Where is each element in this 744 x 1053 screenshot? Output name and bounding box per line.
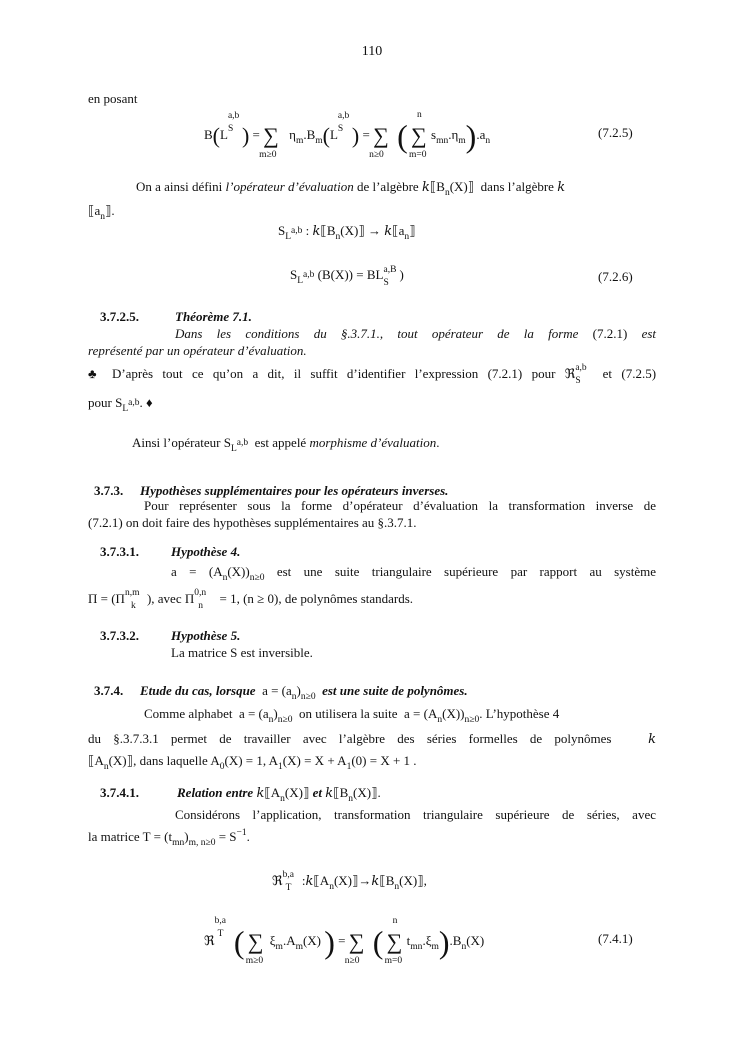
equation-evaluation-map: $S_{La,b}$ : $k⟦B_n(X)⟧$ → $k⟦a_n⟧$ [278,223,416,242]
eq-number-7-4-1: (7.4.1) [598,931,633,946]
section-3-7-4-1-line-2: la matrice $T = (t_{mn})_{m, n\ge 0} = S^{-1}$. [88,828,250,848]
intro-text: en posant [88,91,138,106]
section-3-7-4-title: Etude du cas, lorsque $a = (a_n)_{n\ge 0}$ est une suite de polynômes. [140,683,468,702]
equation-7-2-6: $S_{La,b}$ (B(X)) = BL a,B S ) [290,265,404,288]
theorem-line-2: représenté par un opérateur d’évaluation. [88,343,307,358]
section-3-7-4-1-title: Relation entre $k⟦A_n(X)⟧$ et $k⟦B_n(X)⟧$. [177,785,381,804]
theorem-title: Théorème 7.1. [175,309,252,324]
eq-number-7-2-5: (7.2.5) [598,125,633,140]
section-3-7-3-line-2: (7.2.1) on doit faire des hypothèses supplémentaires au §.3.7.1. [88,515,417,530]
paragraph-evaluation-operator: On a ainsi défini l’opérateur d’évaluation de l’algèbre $k⟦B_n(X)⟧$ dans l’algèbre k [136,179,566,198]
section-3-7-3-line-1: Pour représenter sous la forme d’opérateur d’évaluation la transformation inverse de [144,498,656,513]
morphism-sentence: Ainsi l’opérateur $S_{La,b}$ est appelé morphisme d’évaluation. [132,435,440,454]
section-3-7-4-1-line-1: Considérons l’application, transformation triangulaire supérieure de séries, avec [175,807,656,822]
page-number: 110 [361,44,383,59]
section-3-7-4-line-1: Comme alphabet $a = (a_n)_{n\ge 0}$ on utilisera la suite $a = (A_n(X))_{n\ge 0}$. L’hypothèse 4 [144,706,560,725]
hypothesis-5-text: La matrice S est inversible. [171,645,313,660]
hypothesis-5-number: 3.7.3.2. [100,628,139,643]
section-3-7-3-title: Hypothèses supplémentaires pour les opérateurs inverses. [140,483,449,498]
equation-7-4-1: ℜ b,a T ( ∑ m≥0 $\xi_m.A_m(X)$ ) = ∑ n≥0 ( n ∑ m=0 $t_{mn}.\xi_m).B_n(X)$ [204,916,485,966]
theorem-line-1: Dans les conditions du §.3.7.1., tout opérateur de la forme (7.2.1) est [175,326,657,341]
section-3-7-4-number: 3.7.4. [94,683,124,698]
eq-number-7-2-6: (7.2.6) [598,269,633,284]
section-3-7-4-1-number: 3.7.4.1. [100,785,139,800]
proof-line-1: ♣ D’après tout ce qu’on a dit, il suffit d’identifier l’expression (7.2.1) pour ℜ a,b S et (7.2.5) [88,363,657,386]
paragraph-evaluation-operator-cont: $⟦a_n⟧$. [88,203,115,222]
section-3-7-3-number: 3.7.3. [94,483,124,498]
hypothesis-4-number: 3.7.3.1. [100,544,139,559]
equation-transformation-map: ℜ b,a T $:k⟦A_n(X)⟧\to k⟦B_n(X)⟧$, [272,870,427,893]
hypothesis-4-title: Hypothèse 4. [171,544,241,559]
equation-7-2-5: B(L a,b S ) = ∑ m≥0 $\eta_m.B_m(L$ a,b S ) = ∑ n≥0 ( n ∑ m=0 $s_{mn}.\eta_m).a_n$ [204,110,491,160]
section-3-7-4-line-2: du §.3.7.3.1 permet de travailler avec l’algèbre des séries formelles de polynômes k [88,731,657,747]
section-3-7-4-line-3: $⟦A_n(X)⟧$, dans laquelle $A_0(X) = 1$, $A_1(X) = X + A_1(0) = X + 1$ . [88,753,417,772]
proof-line-2: pour $S_{La,b}$. ♦ [88,395,153,414]
hypothesis-4-line-1: $a = (A_n(X))_{n\ge 0}$ est une suite triangulaire supérieure par rapport au système [171,564,657,583]
hypothesis-5-title: Hypothèse 5. [171,628,241,643]
theorem-number: 3.7.2.5. [100,309,139,324]
hypothesis-4-line-2: Π = (Π n,m k ), avec Π 0,n n = 1, (n ≥ 0), de polynômes standards. [88,588,414,611]
